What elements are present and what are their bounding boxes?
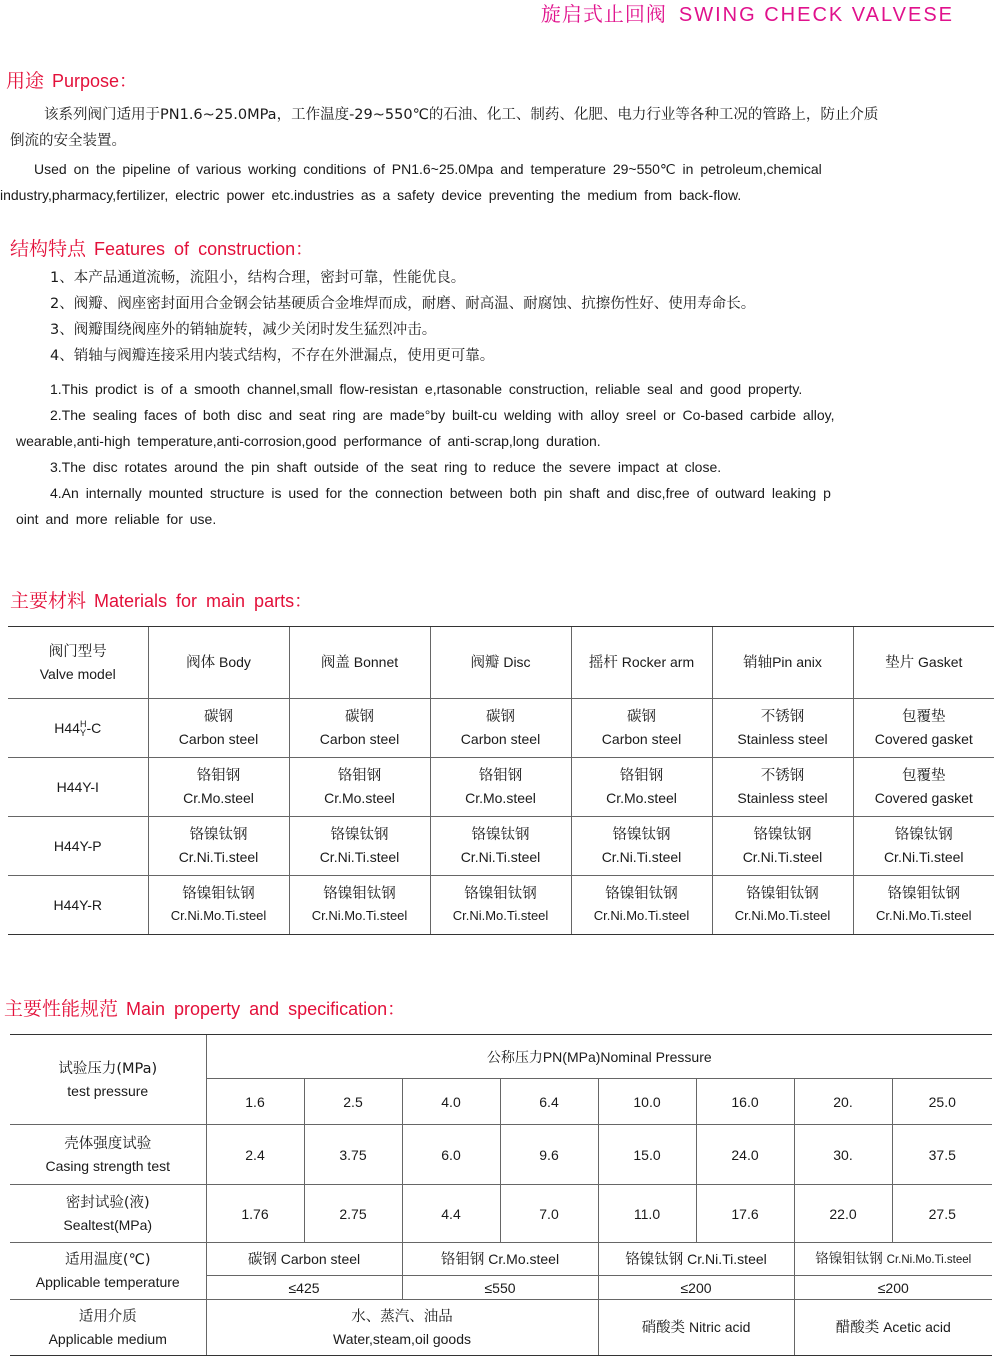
medium-water: 水、蒸汽、油品 Water,steam,oil goods xyxy=(206,1300,598,1356)
material-cell: 铬镍钼钛钢 Cr.Ni.Mo.Ti.steel xyxy=(712,876,853,935)
feature-en-2b: wearable,anti-high temperature,anti-corrosion,good performance of anti-scrap,long duration. xyxy=(16,433,601,449)
material-cell: 铬镍钼钛钢 Cr.Ni.Mo.Ti.steel xyxy=(571,876,712,935)
page-title xyxy=(0,0,1002,28)
spec-row-seal xyxy=(10,1185,992,1243)
spec-row-temp-material xyxy=(10,1243,992,1276)
feature-en-3: 3.The disc rotates around the pin shaft outside of the seat ring to reduce the severe impact at close. xyxy=(50,459,722,475)
header-bonnet: 阀盖 Bonnet xyxy=(289,627,430,699)
material-cell: 铬镍钛钢 Cr.Ni.Ti.steel xyxy=(148,817,289,876)
material-cell: 碳钢 Carbon steel xyxy=(289,699,430,758)
model-cell: H44Y-I xyxy=(8,758,148,817)
material-cell: 碳钢 Carbon steel xyxy=(571,699,712,758)
seal-value: 2.75 xyxy=(304,1185,402,1243)
purpose-en-line2: industry,pharmacy,fertilizer, electric power etc.industries as a safety device preventing the medium from back-flow. xyxy=(0,187,742,203)
material-cell: 铬镍钼钛钢 Cr.Ni.Mo.Ti.steel xyxy=(853,876,994,935)
material-cell: 碳钢 Carbon steel xyxy=(430,699,571,758)
temp-value: ≤200 xyxy=(794,1276,992,1300)
material-cell: 铬镍钛钢 Cr.Ni.Ti.steel xyxy=(712,817,853,876)
pn-value: 4.0 xyxy=(402,1079,500,1125)
table-row xyxy=(8,699,994,758)
pn-value: 20. xyxy=(794,1079,892,1125)
material-cell: 铬钼钢 Cr.Mo.steel xyxy=(430,758,571,817)
feature-zh-2: 2、阀瓣、阀座密封面用合金钢会钴基硬质合金堆焊而成，耐磨、耐高温、耐腐蚀、抗擦伤性好、使用寿命长。 xyxy=(50,296,756,312)
seal-test-label: 密封试验(液) Sealtest(MPa) xyxy=(10,1185,206,1243)
medium-acetic: 醋酸类 Acetic acid xyxy=(794,1300,992,1356)
materials-header-row xyxy=(8,627,994,699)
feature-zh-4: 4、销轴与阀瓣连接采用内装式结构，不存在外泄漏点，使用更可靠。 xyxy=(50,348,495,364)
material-cell: 不锈钢 Stainless steel xyxy=(712,758,853,817)
shell-value: 2.4 xyxy=(206,1125,304,1185)
temp-value: ≤550 xyxy=(402,1276,598,1300)
shell-test-label: 壳体强度试验 Casing strength test xyxy=(10,1125,206,1185)
model-cell: H44H Y-C xyxy=(8,699,148,758)
model-cell: H44Y-R xyxy=(8,876,148,935)
material-cell: 铬镍钛钢 Cr.Ni.Ti.steel xyxy=(430,817,571,876)
nominal-pressure-label: 公称压力PN(MPa)Nominal Pressure xyxy=(206,1035,992,1079)
shell-value: 37.5 xyxy=(892,1125,992,1185)
model-cell: H44Y-P xyxy=(8,817,148,876)
header-disc: 阀瓣 Disc xyxy=(430,627,571,699)
shell-value: 15.0 xyxy=(598,1125,696,1185)
test-pressure-label: 试验压力(MPa) test pressure xyxy=(10,1035,206,1125)
feature-en-2: 2.The sealing faces of both disc and seat ring are made°by built-cu welding with alloy sreel or Co-based carbide alloy, xyxy=(50,407,835,423)
spec-table xyxy=(10,1034,992,1356)
material-cell: 不锈钢 Stainless steel xyxy=(712,699,853,758)
material-cell: 包覆垫 Covered gasket xyxy=(853,758,994,817)
materials-heading: 主要材料 Materials for main parts： xyxy=(10,590,313,612)
seal-value: 27.5 xyxy=(892,1185,992,1243)
material-cell: 碳钢 Carbon steel xyxy=(148,699,289,758)
table-row xyxy=(8,817,994,876)
pn-value: 2.5 xyxy=(304,1079,402,1125)
medium-label: 适用介质 Applicable medium xyxy=(10,1300,206,1356)
material-cell: 铬镍钼钛钢 Cr.Ni.Mo.Ti.steel xyxy=(430,876,571,935)
temp-material: 铬钼钢 Cr.Mo.steel xyxy=(402,1243,598,1276)
seal-value: 7.0 xyxy=(500,1185,598,1243)
table-row xyxy=(8,758,994,817)
seal-value: 11.0 xyxy=(598,1185,696,1243)
pn-value: 16.0 xyxy=(696,1079,794,1125)
feature-en-4b: oint and more reliable for use. xyxy=(16,511,217,527)
temp-value: ≤425 xyxy=(206,1276,402,1300)
shell-value: 3.75 xyxy=(304,1125,402,1185)
material-cell: 铬镍钼钛钢 Cr.Ni.Mo.Ti.steel xyxy=(148,876,289,935)
material-cell: 铬钼钢 Cr.Mo.steel xyxy=(148,758,289,817)
seal-value: 4.4 xyxy=(402,1185,500,1243)
purpose-en-line1: Used on the pipeline of various working conditions of PN1.6~25.0Mpa and temperature 29~550℃ in petroleum,chemical xyxy=(34,161,822,177)
purpose-zh-line2: 倒流的安全装置。 xyxy=(10,133,126,149)
seal-value: 1.76 xyxy=(206,1185,304,1243)
table-row xyxy=(8,876,994,935)
temp-material: 铬镍钼钛钢 Cr.Ni.Mo.Ti.steel xyxy=(794,1243,992,1276)
temperature-label: 适用温度(℃) Applicable temperature xyxy=(10,1243,206,1300)
spec-row-shell xyxy=(10,1125,992,1185)
shell-value: 9.6 xyxy=(500,1125,598,1185)
feature-en-1: 1.This prodict is of a smooth channel,small flow-resistan e,rtasonable construction, reliable seal and good property. xyxy=(50,381,803,397)
medium-nitric: 硝酸类 Nitric acid xyxy=(598,1300,794,1356)
pn-value: 10.0 xyxy=(598,1079,696,1125)
pn-value: 1.6 xyxy=(206,1079,304,1125)
temp-material: 铬镍钛钢 Cr.Ni.Ti.steel xyxy=(598,1243,794,1276)
material-cell: 铬镍钛钢 Cr.Ni.Ti.steel xyxy=(289,817,430,876)
materials-table xyxy=(8,626,994,935)
feature-zh-1: 1、本产品通道流畅，流阻小，结构合理，密封可靠，性能优良。 xyxy=(50,270,466,286)
seal-value: 22.0 xyxy=(794,1185,892,1243)
spec-heading: 主要性能规范 Main property and specification： xyxy=(4,998,406,1020)
spec-row-medium xyxy=(10,1300,992,1356)
pn-value: 6.4 xyxy=(500,1079,598,1125)
shell-value: 6.0 xyxy=(402,1125,500,1185)
material-cell: 铬钼钢 Cr.Mo.steel xyxy=(571,758,712,817)
material-cell: 包覆垫 Covered gasket xyxy=(853,699,994,758)
material-cell: 铬钼钢 Cr.Mo.steel xyxy=(289,758,430,817)
material-cell: 铬镍钛钢 Cr.Ni.Ti.steel xyxy=(853,817,994,876)
spec-row-nominal xyxy=(10,1035,992,1079)
purpose-zh-line1: 该系列阀门适用于PN1.6~25.0MPa，工作温度-29~550℃的石油、化工、制药、化肥、电力行业等各种工况的管路上，防止介质 xyxy=(44,107,879,123)
header-rocker-arm: 摇杆 Rocker arm xyxy=(571,627,712,699)
title-en: SWING CHECK VALVESE xyxy=(678,4,954,26)
features-heading: 结构特点 Features of construction： xyxy=(10,238,314,260)
temp-value: ≤200 xyxy=(598,1276,794,1300)
header-gasket: 垫片 Gasket xyxy=(853,627,994,699)
header-pin: 销轴Pin anix xyxy=(712,627,853,699)
purpose-heading: 用途 Purpose： xyxy=(6,70,138,92)
material-cell: 铬镍钛钢 Cr.Ni.Ti.steel xyxy=(571,817,712,876)
header-body: 阀体 Body xyxy=(148,627,289,699)
feature-zh-3: 3、阀瓣围绕阀座外的销轴旋转，减少关闭时发生猛烈冲击。 xyxy=(50,322,437,338)
shell-value: 30. xyxy=(794,1125,892,1185)
pn-value: 25.0 xyxy=(892,1079,992,1125)
seal-value: 17.6 xyxy=(696,1185,794,1243)
header-valve-model: 阀门型号 Valve model xyxy=(8,627,148,699)
title-zh: 旋启式止回阀 xyxy=(540,2,667,26)
material-cell: 铬镍钼钛钢 Cr.Ni.Mo.Ti.steel xyxy=(289,876,430,935)
temp-material: 碳钢 Carbon steel xyxy=(206,1243,402,1276)
shell-value: 24.0 xyxy=(696,1125,794,1185)
feature-en-4: 4.An internally mounted structure is used for the connection between both pin shaft and disc,free of outward leaking p xyxy=(50,485,831,501)
